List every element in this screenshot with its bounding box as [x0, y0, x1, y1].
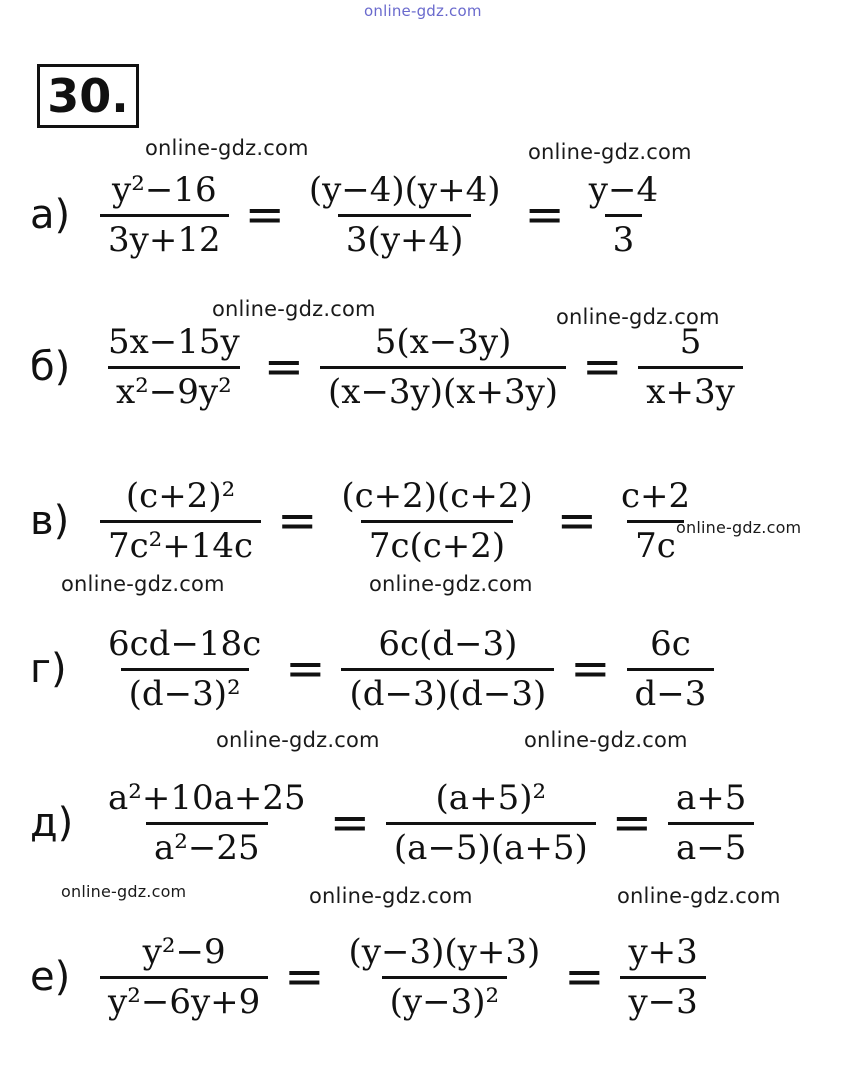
watermark: online-gdz.com — [676, 518, 802, 537]
row-label: е) — [30, 954, 71, 1000]
watermark: online-gdz.com — [528, 140, 692, 164]
fraction — [100, 933, 268, 1020]
denominator: (x−3y)(x+3y) — [320, 366, 566, 411]
denominator: 3(y+4) — [338, 214, 472, 259]
row-label: г) — [30, 646, 67, 692]
denominator: (d−3)² — [121, 668, 249, 713]
watermark: online-gdz.com — [61, 882, 187, 901]
equals-sign: = — [244, 187, 285, 243]
equation-row-d — [30, 768, 754, 878]
problem-number: 30. — [37, 64, 139, 128]
equals-sign: = — [263, 339, 304, 395]
watermark: online-gdz.com — [309, 884, 473, 908]
numerator: y²−16 — [112, 170, 217, 211]
row-label: а) — [30, 192, 71, 238]
fraction — [668, 779, 754, 866]
fraction — [638, 323, 743, 410]
fraction — [627, 625, 715, 712]
denominator: 7c — [627, 520, 684, 565]
denominator: y−3 — [620, 976, 705, 1021]
fraction — [100, 477, 261, 564]
fraction — [320, 323, 566, 410]
equals-sign: = — [582, 339, 623, 395]
denominator: 3 — [605, 214, 643, 259]
equation-row-v — [30, 466, 698, 576]
denominator: x²−9y² — [108, 366, 240, 411]
denominator: 3y+12 — [100, 214, 229, 259]
watermark-top: online-gdz.com — [364, 2, 482, 20]
watermark: online-gdz.com — [524, 728, 688, 752]
fraction — [620, 933, 705, 1020]
numerator: (c+2)² — [125, 476, 236, 517]
numerator: y−4 — [588, 170, 659, 211]
numerator: 5 — [679, 322, 702, 363]
row-label: д) — [30, 800, 74, 846]
row-label: б) — [30, 344, 71, 390]
denominator: 7c²+14c — [100, 520, 261, 565]
numerator: 6cd−18c — [108, 624, 262, 665]
watermark: online-gdz.com — [212, 297, 376, 321]
denominator: x+3y — [638, 366, 743, 411]
fraction — [341, 625, 554, 712]
equals-sign: = — [329, 795, 370, 851]
fraction — [333, 477, 540, 564]
numerator: (y−3)(y+3) — [348, 932, 541, 973]
watermark: online-gdz.com — [556, 305, 720, 329]
fraction — [100, 323, 248, 410]
numerator: y²−9 — [142, 932, 226, 973]
fraction — [341, 933, 549, 1020]
watermark: online-gdz.com — [617, 884, 781, 908]
equals-sign: = — [556, 493, 597, 549]
numerator: c+2 — [620, 476, 691, 517]
fraction — [100, 779, 314, 866]
denominator: (y−3)² — [382, 976, 508, 1021]
watermark: online-gdz.com — [145, 136, 309, 160]
numerator: a+5 — [675, 778, 747, 819]
fraction — [301, 171, 509, 258]
denominator: 7c(c+2) — [361, 520, 513, 565]
equation-row-g — [30, 614, 714, 724]
equals-sign: = — [277, 493, 318, 549]
fraction — [613, 477, 698, 564]
denominator: a−5 — [668, 822, 754, 867]
equals-sign: = — [284, 949, 325, 1005]
numerator: (y−4)(y+4) — [308, 170, 501, 211]
equation-row-b — [30, 312, 743, 422]
denominator: y²−6y+9 — [100, 976, 268, 1021]
denominator: a²−25 — [146, 822, 268, 867]
equals-sign: = — [611, 795, 652, 851]
numerator: (a+5)² — [435, 778, 547, 819]
watermark: online-gdz.com — [369, 572, 533, 596]
equals-sign: = — [564, 949, 605, 1005]
equals-sign: = — [285, 641, 326, 697]
equation-row-a — [30, 160, 666, 270]
numerator: y+3 — [628, 932, 698, 973]
equals-sign: = — [524, 187, 565, 243]
numerator: 6c — [650, 624, 691, 665]
fraction — [386, 779, 596, 866]
fraction — [100, 625, 269, 712]
row-label: в) — [30, 498, 70, 544]
numerator: (c+2)(c+2) — [341, 476, 533, 517]
fraction — [100, 171, 229, 258]
equals-sign: = — [570, 641, 611, 697]
numerator: 5x−15y — [108, 322, 240, 363]
denominator: d−3 — [627, 668, 715, 713]
denominator: (d−3)(d−3) — [341, 668, 554, 713]
equation-row-e — [30, 922, 706, 1032]
numerator: 6c(d−3) — [378, 624, 518, 665]
numerator: a²+10a+25 — [108, 778, 306, 819]
watermark: online-gdz.com — [61, 572, 225, 596]
numerator: 5(x−3y) — [374, 322, 512, 363]
watermark: online-gdz.com — [216, 728, 380, 752]
denominator: (a−5)(a+5) — [386, 822, 596, 867]
fraction — [581, 171, 666, 258]
